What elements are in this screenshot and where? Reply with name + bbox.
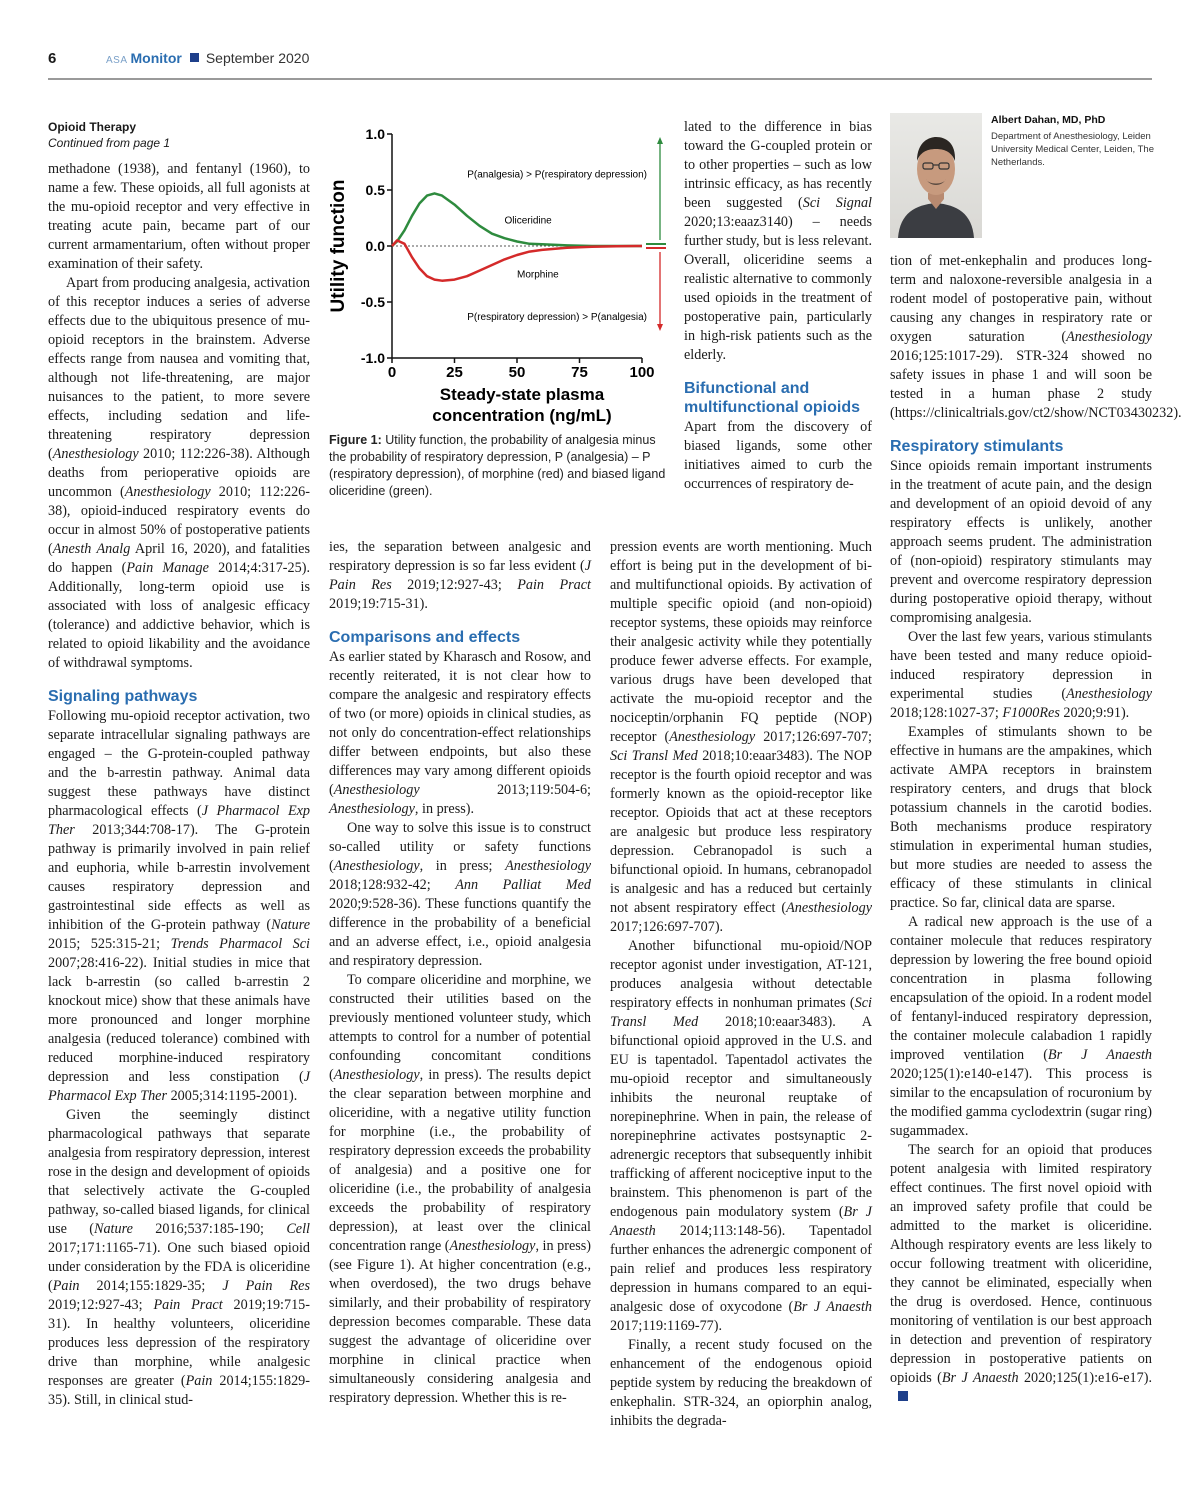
paragraph: tion of met-enkephalin and produces long-term and naloxone-reversible analgesia in a rodent model of postoperative pain, without causing any changes in respiratory rate or oxygen saturation (Anesthesiology 2016;125:1017-29). STR-324 showed no safety issues in phase 1 and will soon be tested in a human phase 2 study (https://clinicaltrials.gov/ct2/show/NCT03430232).	[890, 253, 1182, 421]
continued-note: Continued from page 1	[48, 136, 171, 150]
paragraph: Apart from the discovery of biased ligands, some other initiatives aimed to curb the occurrences of respiratory de-	[684, 419, 872, 492]
series-label-oliceridine: Oliceridine	[504, 215, 552, 227]
column-4	[890, 252, 1182, 1407]
x-axis-title-line1: Steady-state plasma	[439, 385, 605, 404]
issue-date: September 2020	[205, 50, 310, 66]
column-2	[329, 538, 591, 1408]
paragraph: Since opioids remain important instruments in the treatment of acute pain, and the design and development of an opioid devoid of any respiratory effects is unlikely, another approach seems prudent. The administration of (non-opioid) respiratory stimulants may prevent and overcome respiratory depression during postoperative opioid therapy, without compromising analgesia.	[890, 458, 1152, 626]
brand-name: Monitor	[130, 50, 182, 66]
paragraph: Apart from producing analgesia, activation of this receptor induces a series of adverse effects due to the ubiquitous presence of mu-opioid receptors in the brainstem. Adverse effects range from nausea and vomiting that, although not life-threatening, are major nuisances to the patient, to more severe effects, including sedation and life-threatening respiratory depression (Anesthesiology 2010; 112:226-38). Although deaths from perioperative opioids are uncommon (Anesthesiology 2010; 112:226-38), opioid-induced respiratory events do occur in almost 50% of postoperative patients (Anesth Analg April 16, 2020), and fatalities do happen (Pain Manage 2014;4:317-25). Additionally, long-term opioid use is associated with loss of analgesic efficacy (tolerance) and addictive behavior, which is related to opioid likability and the avoidance of withdrawal symptoms.	[48, 275, 310, 671]
paragraph: lated to the difference in bias toward the G-coupled protein or to other properties – such as low intrinsic efficacy, as has recently been suggested (Sci Signal 2020;13:eaaz3140) – needs further study, but is less relevant. Overall, oliceridine seems a realistic alternative to commonly used opioids in the treatment of postoperative pain, particularly in high-risk patients such as the elderly.	[684, 119, 873, 363]
x-tick-label: 75	[571, 364, 588, 381]
down-arrow-icon	[657, 324, 663, 331]
section-heading: Signaling pathways	[48, 688, 198, 705]
square-separator-icon	[190, 53, 199, 62]
author-info	[991, 113, 1156, 169]
paragraph: methadone (1938), and fentanyl (1960), to name a few. These opioids, all full agonists at the mu-opioid receptor and very effective in treating acute pain, became part of our current armamentarium, often without proper examination of their safety.	[48, 161, 310, 272]
section-heading: Comparisons and effects	[329, 629, 521, 646]
paragraph: Another bifunctional mu-opioid/NOP receptor agonist under investigation, AT-121, produces analgesia without detectable respiratory effects in nonhuman primates (Sci Transl Med 2018;10:eaar3483). A bifunctional opioid approved in the U.S. and EU is tapentadol. Tapentadol activates the mu-opioid receptor and simultaneously inhibits the neuronal reuptake of norepinephrine. When in pain, the release of norepinephrine activates postsynaptic 2-adrenergic receptors that subsequently inhibit trafficking of afferent nociceptive input to the brainstem. This phenomenon is part of the endogenous pain modulatory system (Br J Anaesth 2014;113:148-56). Tapentadol further enhances the adrenergic component of pain relief and produces less respiratory depression in humans compared to an equi-analgesic dose of oxycodone (Br J Anaesth 2017;119:1169-77).	[610, 938, 872, 1334]
paragraph: The search for an opioid that produces potent analgesia with limited respiratory effect continues. The first novel opioid with an improved safety profile that could be admitted to the market is oliceridine. Although respiratory events are less likely to occur following treatment with oliceridine, they cannot be eliminated, especially when the drug is overdosed. Hence, continuous monitoring of ventilation is our best approach in detection and prevention of respiratory depression in postoperative patients on opioids (Br J Anaesth 2020;125(1):e16-e17).	[890, 1141, 1152, 1407]
paragraph: Given the seemingly distinct pharmacological pathways that separate analgesia from respiratory depression, interest rose in the design and development of opioids that selectively activate the G-coupled pathway, so-called biased ligands, for clinical use (Nature 2016;537:185-190; Cell 2017;171:1165-71). One such biased opioid under consideration by the FDA is oliceridine (Pain 2014;155:1829-35; J Pain Res 2019;12:927-43; Pain Pract 2019;19:715-31). In healthy volunteers, oliceridine produces less depression of the respiratory drive than morphine, while analgesic responses are greater (Pain 2014;155:1829-35). Still, in clinical stud-	[48, 1107, 310, 1408]
figure-caption-text: Utility function, the probability of analgesia minus the probability of respiratory depression, P (analgesia) – P (respiratory depression), of morphine (red) and biased ligand oliceridine (green).	[329, 433, 666, 498]
column-1-body	[48, 160, 310, 1410]
section-heading: Bifunctional and multifunctional opioids	[684, 380, 860, 416]
figure-label: Figure 1:	[329, 433, 382, 447]
column-1	[48, 120, 310, 1410]
y-tick-label: 0.0	[365, 238, 385, 254]
paragraph: Finally, a recent study focused on the enhancement of the endogenous opioid peptide system by reducing the breakdown of enkephalin. STR-324, an opiorphin analog, inhibits the degrada-	[610, 1337, 872, 1429]
paragraph: One way to solve this issue is to construct so-called utility or safety functions (Anesthesiology, in press; Anesthesiology 2018;128:932-42; Ann Palliat Med 2020;9:528-36). These functions quantify the difference in the probability of a beneficial and an adverse effect, i.e., opioid analgesia and respiratory depression.	[329, 820, 591, 969]
author-name: Albert Dahan, MD, PhD	[991, 114, 1106, 126]
figure-caption	[329, 432, 674, 500]
column-3	[610, 538, 872, 1431]
paragraph: A radical new approach is the use of a container molecule that reduces respiratory depression by lowering the free bound opioid concentration in plasma following encapsulation of the opioid. In a rodent model of fentanyl-induced respiratory depression, the container molecule calabadion 1 rapidly improved ventilation (Br J Anaesth 2020;125(1):e140-e147). This process is similar to the encapsulation of rocuronium by the modified gamma cyclodextrin (sugar ring) sugammadex.	[890, 914, 1152, 1139]
author-photo	[890, 113, 982, 238]
x-axis-title-line2: concentration (ng/mL)	[432, 406, 612, 425]
paragraph: Following mu-opioid receptor activation, two separate intracellular signaling pathways are engaged – the G-protein-coupled pathway and the b-arrestin pathway. Animal data suggest these pathways have distinct pharmacological effects (J Pharmacol Exp Ther 2013;344:708-17). The G-protein pathway is primarily involved in pain relief and euphoria, while b-arrestin involvement causes respiratory depression and gastrointestinal side effects as well as inhibition of the G-protein pathway (Nature 2015; 525:315-21; Trends Pharmacol Sci 2007;28:416-22). Initial studies in mice that lack b-arrestin (so called b-arrestin 2 knockout mice) show that these animals have more pronounced and longer morphine analgesia (reduced tolerance) combined with reduced morphine-induced respiratory depression and less constipation (J Pharmacol Exp Ther 2005;314:1195-2001).	[48, 708, 310, 1104]
x-tick-label: 0	[387, 364, 397, 381]
series-label-morphine: Morphine	[517, 269, 559, 281]
x-tick-label: 50	[508, 364, 526, 381]
y-tick-label: 0.5	[365, 182, 385, 198]
paragraph: Examples of stimulants shown to be effective in humans are the ampakines, which activate AMPA receptors in brainstem respiratory centers, and drugs that block potassium channels in the carotid bodies. Both mechanisms produce respiratory stimulation in experimental human studies, but more studies are needed to assess the efficacy of these stimulants in clinical practice. So far, clinical data are sparse.	[890, 724, 1152, 911]
utility-function-chart	[322, 118, 672, 430]
paragraph: Over the last few years, various stimulants have been tested and many reduce opioid-induced respiratory depression in experimental studies (Anesthesiology 2018;128:1027-37; F1000Res 2020;9:91).	[890, 629, 1152, 721]
publication-brand	[106, 50, 309, 66]
y-tick-label: -0.5	[360, 294, 385, 310]
brand-prefix: ASA	[106, 55, 128, 66]
x-tick-label: 25	[446, 364, 463, 381]
y-tick-label: 1.0	[365, 126, 385, 142]
paragraph: As earlier stated by Kharasch and Rosow, and recently reiterated, it is not clear how to compare the analgesic and respiratory effects of two (or more) opioids in clinical studies, as not only do concentration-effect relationships differ between endpoints, but also these differences may vary among different opioids (Anesthesiology 2013;119:504-6; Anesthesiology, in press).	[329, 649, 591, 817]
paragraph: To compare oliceridine and morphine, we constructed their utilities based on the previously mentioned volunteer study, which attempts to control for a number of potential confounding concomitant conditions (Anesthesiology, in press). The results depict the clear separation between morphine and oliceridine, with a negative utility function for morphine (i.e., the probability of respiratory depression exceeds the probability of analgesia) and a positive one for oliceridine (i.e., the probability of analgesia exceeds the probability of respiratory depression), at least over the clinical concentration range (Anesthesiology, in press) (see Figure 1). At higher concentration (e.g., when overdosed), the two drugs behave similarly, and their probability of respiratory depression becomes comparable. These data suggest the advantage of oliceridine over morphine in clinical practice when simultaneously considering analgesia and respiratory depression. Whether this is re-	[329, 972, 592, 1406]
y-axis-title: Utility function	[328, 179, 349, 313]
end-of-article-icon	[898, 1391, 908, 1401]
up-arrow-icon	[657, 137, 663, 144]
paragraph: pression events are worth mentioning. Much effort is being put in the development of bi- and multifunctional opioids. By activation of multiple specific opioid (and non-opioid) receptor systems, these opioids may reinforce their analgesic activity while they potentially produce fewer adverse effects. For example, various drugs have been developed that activate the mu-opioid receptor and the nociceptin/orphanin FQ peptide (NOP) receptor (Anesthesiology 2017;126:697-707; Sci Transl Med 2018;10:eaar3483). The NOP receptor is the fourth opioid receptor and was formerly known as the opioid-receptor like receptor. Opioids that act at these receptors are analgesic but produce less respiratory depression. Cebranopadol is such a bifunctional opioid. In humans, cebranopadol is analgesic and has a reduced but certainly not absent respiratory effect (Anesthesiology 2017;126:697-707).	[610, 539, 872, 935]
page-header	[48, 0, 1152, 80]
section-label: Opioid Therapy	[48, 120, 137, 134]
y-tick-label: -1.0	[360, 350, 385, 366]
column-3-top	[684, 118, 872, 494]
section-heading: Respiratory stimulants	[890, 438, 1064, 455]
annotation-upper: P(analgesia) > P(respiratory depression)	[467, 169, 647, 181]
author-affiliation: Department of Anesthesiology, Leiden University Medical Center, Leiden, The Netherlands.	[991, 131, 1154, 168]
annotation-lower: P(respiratory depression) > P(analgesia)	[467, 311, 647, 323]
page-number: 6	[48, 50, 57, 67]
paragraph: ies, the separation between analgesic and respiratory depression is so far less evident (J Pain Res 2019;12:927-43; Pain Pract 2019;19:715-31).	[329, 539, 591, 612]
x-tick-label: 100	[629, 364, 655, 381]
